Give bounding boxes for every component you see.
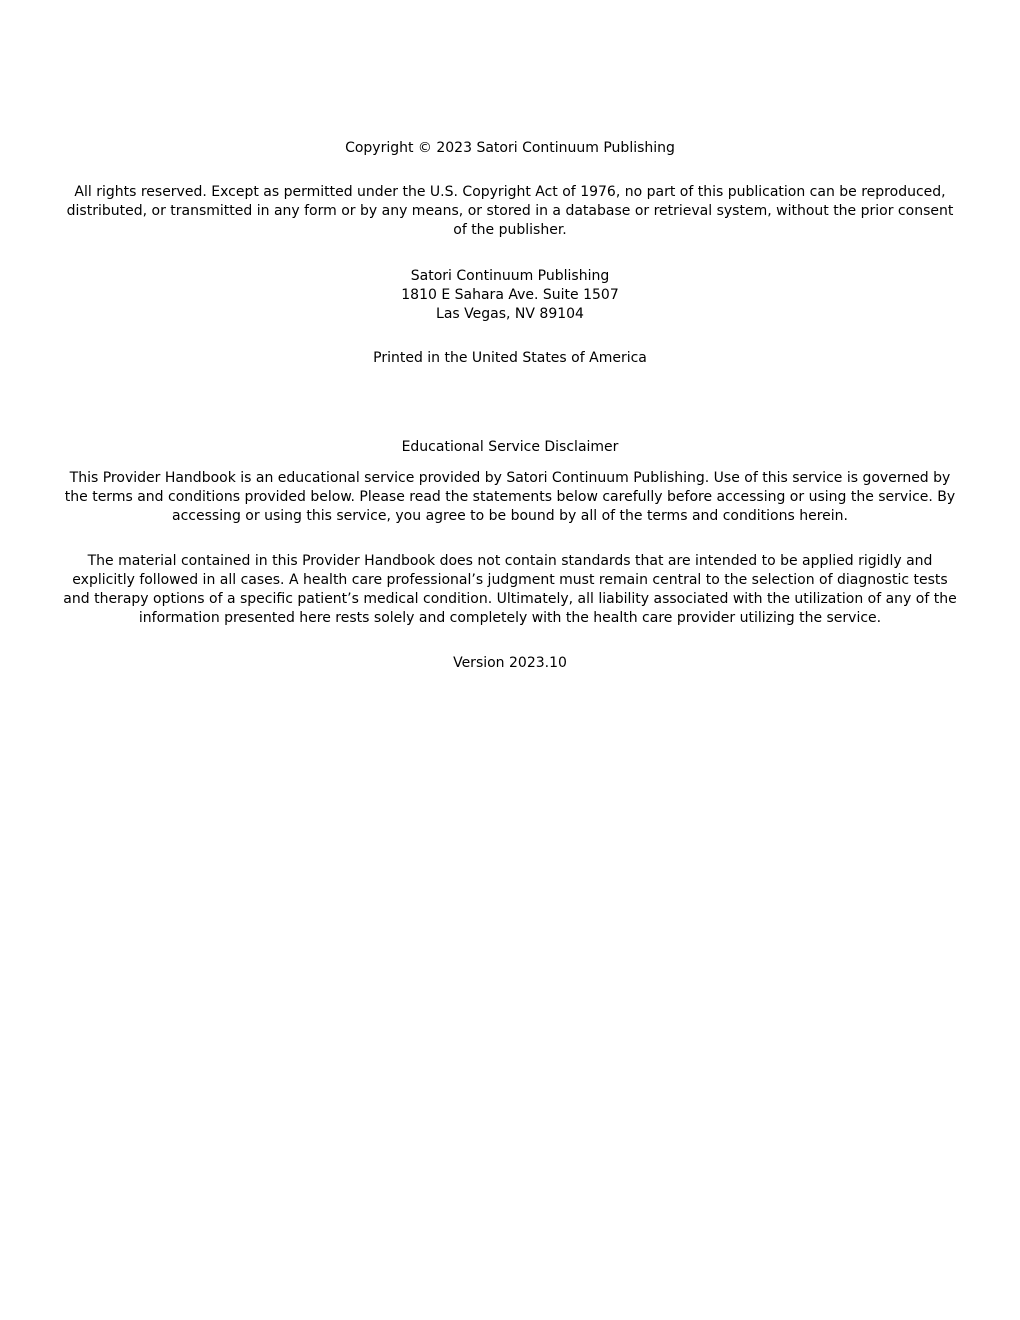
publisher-name: Satori Continuum Publishing [410, 268, 610, 284]
rights-reserved-paragraph: All rights reserved. Except as permitted under the U.S. Copyright Act of 1976, no part of this publication can be reproduced, distributed, or transmitted in any form or by any means, or stored in a database or retrieval system, without the prior consent of the publisher. [66, 184, 954, 238]
disclaimer-heading: Educational Service Disclaimer [401, 439, 619, 455]
publisher-street: 1810 E Sahara Ave. Suite 1507 [401, 287, 619, 303]
version-label: Version 2023.10 [453, 655, 567, 671]
publisher-city: Las Vegas, NV 89104 [436, 306, 584, 322]
printed-in-notice: Printed in the United States of America [373, 350, 647, 366]
disclaimer-paragraph-terms: This Provider Handbook is an educational service provided by Satori Continuum Publishing. Use of this service is governed by the terms and conditions provided below. Please read the statements below carefully before accessing or using the service. By accessing or using this service, you agree to be bound by all of the terms and conditions herein. [64, 470, 956, 524]
disclaimer-paragraph-liability: The material contained in this Provider Handbook does not contain standards that are intended to be applied rigidly and explicitly followed in all cases. A health care professional’s judgment must remain central to the selection of diagnostic tests and therapy options of a specific patient’s medical condition. Ultimately, all liability associated with the utilization of any of the information presented here rests solely and completely with the health care provider utilizing the service. [63, 553, 957, 626]
copyright-notice: Copyright © 2023 Satori Continuum Publishing [345, 140, 675, 156]
publisher-address [62, 267, 958, 324]
